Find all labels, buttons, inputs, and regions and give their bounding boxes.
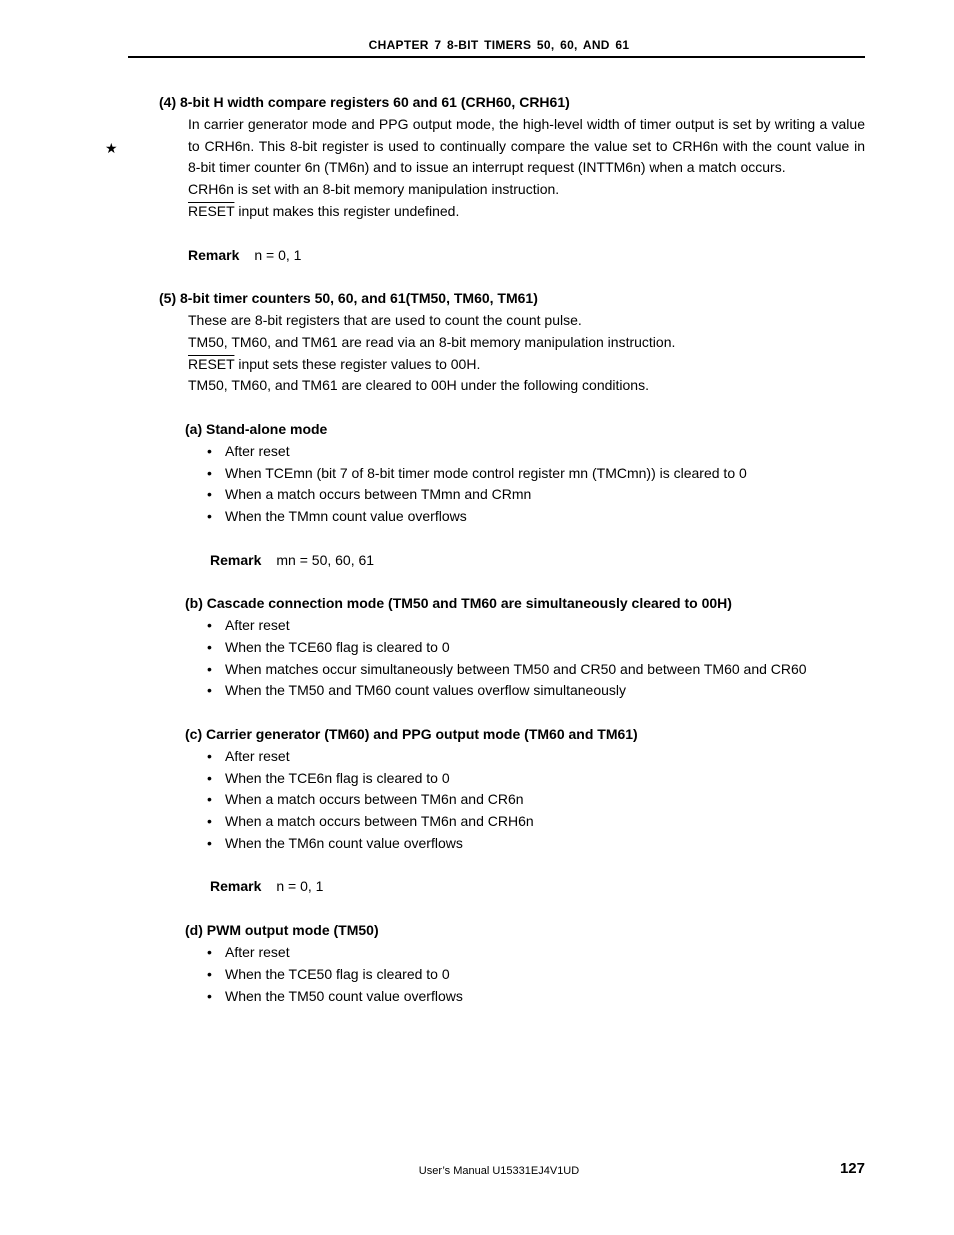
bullet-icon: •: [207, 465, 212, 481]
list-item: • When the TCE60 flag is cleared to 0: [207, 636, 450, 658]
section-4-line-2: to CRH6n. This 8-bit register is used to continually compare the value set to CRH6n with the count value in: [188, 138, 865, 154]
list-item: • When the TM6n count value overflows: [207, 832, 463, 854]
bullet-icon: •: [207, 617, 212, 633]
bullet-icon: •: [207, 508, 212, 524]
header-divider: [128, 56, 865, 58]
remark-text: n = 0, 1: [276, 878, 324, 894]
list-item: • After reset: [207, 941, 290, 963]
bullet-icon: •: [207, 988, 212, 1004]
bullet-icon: •: [207, 486, 212, 502]
subsection-c-remark: [210, 875, 323, 897]
section-4-line-5-text: input makes this register undefined.: [234, 203, 460, 219]
list-item: • After reset: [207, 745, 290, 767]
section-4-line-4: CRH6n is set with an 8-bit memory manipulation instruction.: [188, 181, 560, 197]
revision-star-icon: ★: [105, 140, 118, 156]
page-header-title: CHAPTER 7 8-BIT TIMERS 50, 60, AND 61: [368, 38, 630, 52]
section-5-heading: (5) 8-bit timer counters 50, 60, and 61(TM50, TM60, TM61): [159, 290, 538, 306]
list-item: • After reset: [207, 614, 290, 636]
remark-label: Remark: [210, 878, 262, 894]
list-item: • When a match occurs between TM6n and CRH6n: [207, 810, 534, 832]
section-5-line-3-text: input sets these register values to 00H.: [234, 356, 481, 372]
bullet-icon: •: [207, 661, 212, 677]
section-4-line-3: 8-bit timer counter 6n (TM6n) and to issue an interrupt request (INTTM6n) when a match occurs.: [188, 159, 786, 175]
subsection-c-heading: (c) Carrier generator (TM60) and PPG output mode (TM60 and TM61): [185, 726, 638, 742]
bullet-icon: •: [207, 835, 212, 851]
list-item: • When matches occur simultaneously between TM50 and CR50 and between TM60 and CR60: [207, 658, 807, 680]
section-4-line-1: In carrier generator mode and PPG output mode, the high-level width of timer output is set by writing a value: [188, 116, 865, 132]
section-4-line-5: [188, 200, 459, 222]
list-item: • When TCEmn (bit 7 of 8-bit timer mode control register mn (TMCmn)) is cleared to 0: [207, 462, 747, 484]
bullet-icon: •: [207, 748, 212, 764]
remark-label: Remark: [188, 247, 240, 263]
page-number: 127: [839, 1160, 865, 1177]
list-item: • When the TCE6n flag is cleared to 0: [207, 767, 450, 789]
list-item: • When a match occurs between TMmn and CRmn: [207, 483, 531, 505]
section-5-line-4: TM50, TM60, and TM61 are cleared to 00H under the following conditions.: [188, 377, 649, 393]
list-item: • When the TCE50 flag is cleared to 0: [207, 963, 450, 985]
subsection-b-heading: (b) Cascade connection mode (TM50 and TM60 are simultaneously cleared to 00H): [185, 595, 732, 611]
remark-text: n = 0, 1: [254, 247, 302, 263]
section-5-line-3: [188, 353, 480, 375]
subsection-a-heading: (a) Stand-alone mode: [185, 421, 328, 437]
bullet-icon: •: [207, 966, 212, 982]
reset-signal-label: RESET: [188, 203, 235, 219]
bullet-icon: •: [207, 639, 212, 655]
section-5-line-1: These are 8-bit registers that are used to count the count pulse.: [188, 312, 582, 328]
bullet-icon: •: [207, 944, 212, 960]
list-item: • After reset: [207, 440, 290, 462]
remark-text: mn = 50, 60, 61: [276, 552, 375, 568]
list-item: • When a match occurs between TM6n and CR6n: [207, 788, 524, 810]
section-4-remark: [188, 244, 301, 266]
bullet-icon: •: [207, 813, 212, 829]
list-item: • When the TM50 and TM60 count values overflow simultaneously: [207, 679, 626, 701]
list-item: • When the TM50 count value overflows: [207, 985, 463, 1007]
section-5-line-2: TM50, TM60, and TM61 are read via an 8-bit memory manipulation instruction.: [188, 334, 676, 350]
bullet-icon: •: [207, 443, 212, 459]
list-item: • When the TMmn count value overflows: [207, 505, 467, 527]
subsection-d-heading: (d) PWM output mode (TM50): [185, 922, 379, 938]
remark-label: Remark: [210, 552, 262, 568]
bullet-icon: •: [207, 770, 212, 786]
section-4-heading: (4) 8-bit H width compare registers 60 and 61 (CRH60, CRH61): [159, 94, 570, 110]
subsection-a-remark: [210, 549, 374, 571]
reset-signal-label: RESET: [188, 356, 235, 372]
footer-manual-id: User’s Manual U15331EJ4V1UD: [418, 1165, 580, 1177]
bullet-icon: •: [207, 682, 212, 698]
bullet-icon: •: [207, 791, 212, 807]
